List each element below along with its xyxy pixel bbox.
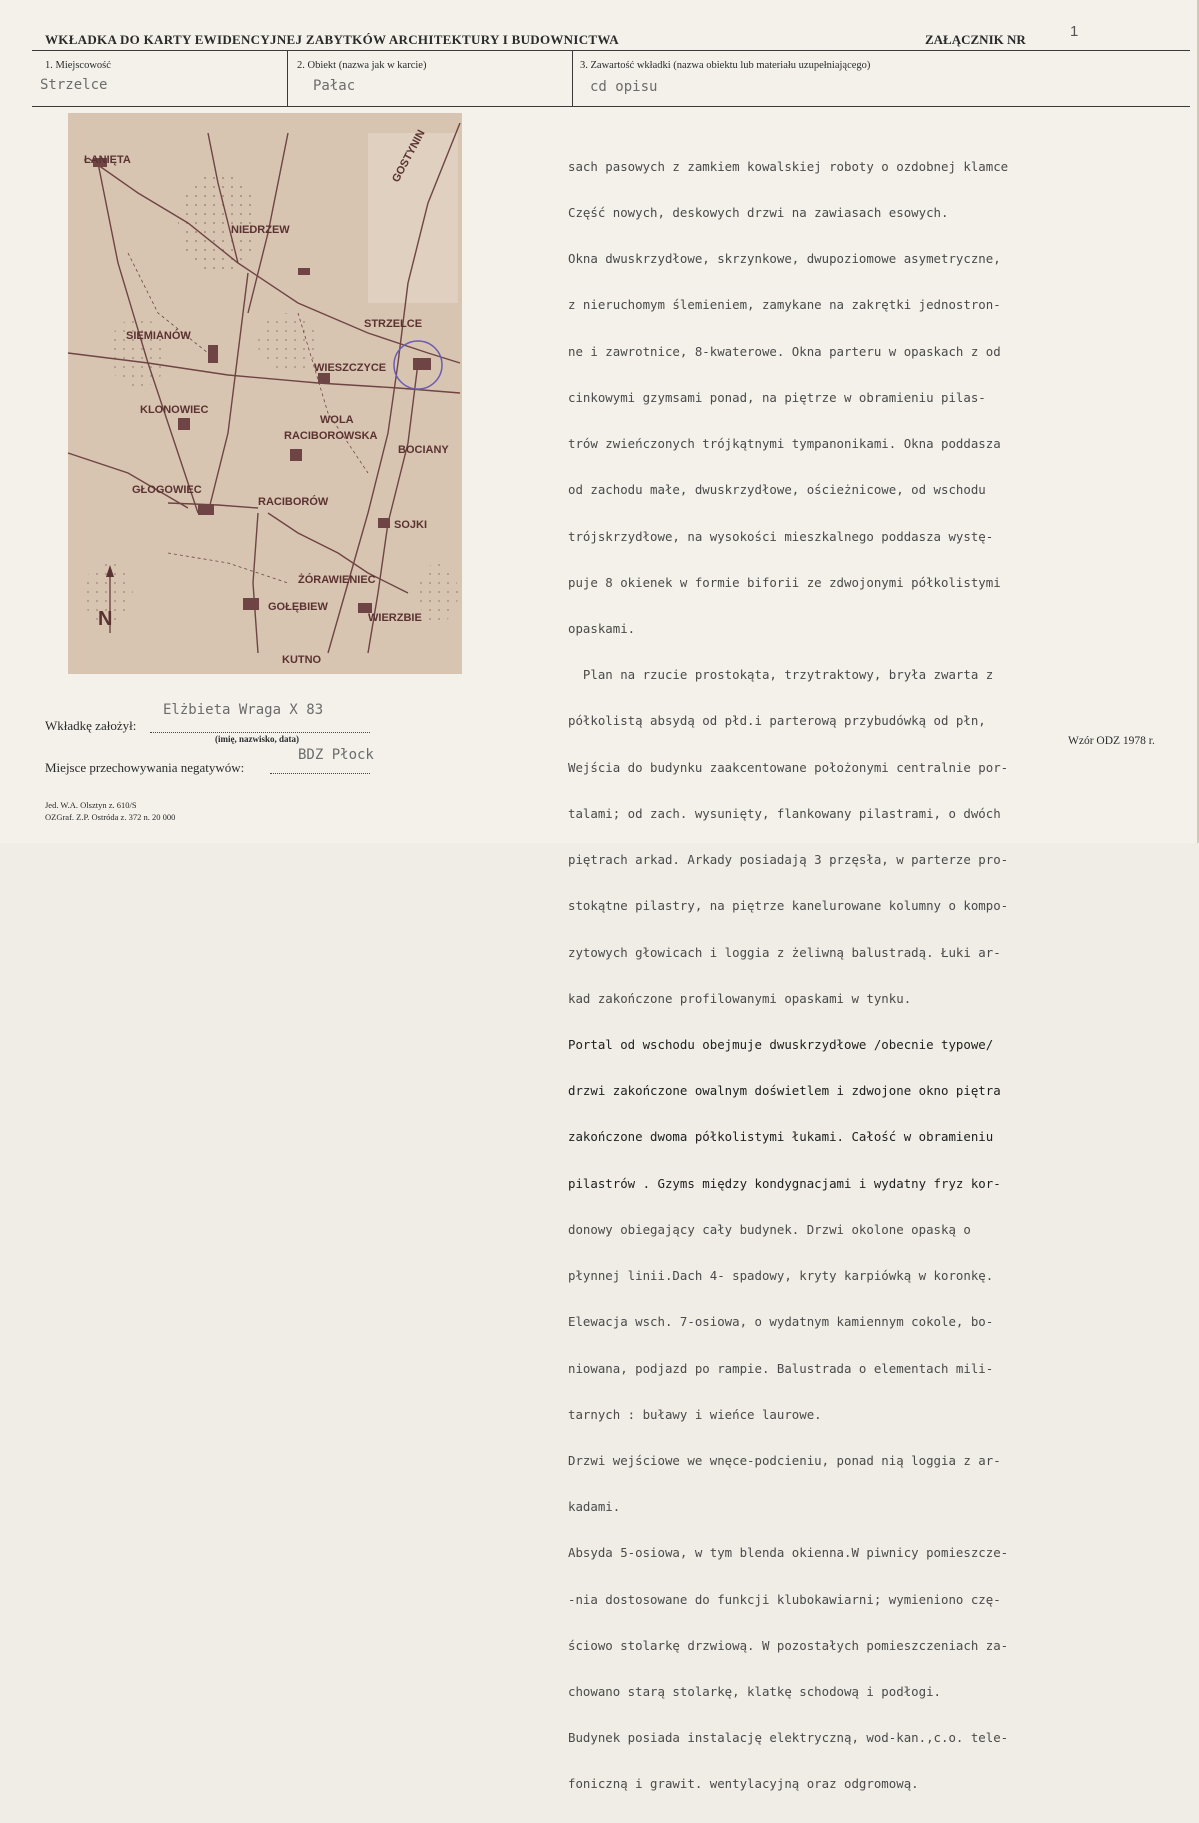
text-line: płynnej linii.Dach 4- spadowy, kryty karpiówką w koronkę. — [568, 1268, 994, 1284]
text-line: stokątne pilastry, na piętrze kanelurowane kolumny o kompo- — [568, 898, 1009, 914]
locality-value: Strzelce — [40, 77, 108, 93]
text-line: Wejścia do budynku zaakcentowane położonymi centralnie por- — [568, 759, 1009, 775]
map-place-label: ŻÓRAWIENIEC — [298, 574, 376, 586]
map-place-label: RACIBOROWSKA — [284, 430, 378, 442]
text-line: Portal od wschodu obejmuje dwuskrzydłowe /obecnie typowe/ — [568, 1036, 994, 1052]
text-line: Absyda 5-osiowa, w tym blenda okienna.W piwnicy pomieszcze- — [568, 1545, 1009, 1561]
text-line: zytowych głowicach i loggia z żeliwną balustradą. Łuki ar- — [568, 944, 1001, 960]
template-note: Wzór ODZ 1978 r. — [1068, 735, 1155, 747]
content-label: 3. Zawartość wkładki (nazwa obiektu lub materiału uzupełniającego) — [580, 60, 871, 71]
storage-value: BDZ Płock — [298, 747, 374, 763]
text-line: Część nowych, deskowych drzwi na zawiasach esowych. — [568, 205, 949, 221]
text-line: Drzwi wejściowe we wnęce-podcieniu, ponad nią loggia z ar- — [568, 1452, 1001, 1468]
description-text — [568, 128, 1188, 1823]
map-place-label: GŁOGOWIEC — [132, 484, 202, 496]
text-line: trów zwieńczonych trójkątnymi tympanonikami. Okna poddasza — [568, 436, 1001, 452]
text-line: donowy obiegający cały budynek. Drzwi okolone opaską o — [568, 1221, 971, 1237]
text-line: piętrach arkad. Arkady posiadają 3 przęsła, w parterze pro- — [568, 852, 1009, 868]
map-place-label: RACIBORÓW — [258, 496, 329, 508]
print-line-2: OZGraf. Z.P. Ostróda z. 372 n. 20 000 — [45, 812, 176, 822]
map-place-label: WOLA — [320, 414, 354, 426]
text-line: półkolistą absydą od płd.i parterową przybudówką od płn, — [568, 713, 986, 729]
object-value: Pałac — [313, 78, 356, 94]
text-line: talami; od zach. wysunięty, flankowany pilastrami, o dwóch — [568, 805, 1001, 821]
map-place-label: ŁANIĘTA — [84, 154, 131, 166]
storage-line — [270, 773, 370, 774]
map-place-label: BOCIANY — [398, 444, 449, 456]
map-drawing — [68, 113, 462, 674]
attachment-number: 1 — [1070, 23, 1079, 40]
text-line: Okna dwuskrzydłowe, skrzynkowe, dwupoziomowe asymetryczne, — [568, 251, 1001, 267]
header-rule — [32, 50, 1190, 51]
text-line: cinkowymi gzymsami ponad, na piętrze w obramieniu pilas- — [568, 389, 986, 405]
print-line-1: Jed. W.A. Olsztyn z. 610/S — [45, 800, 137, 810]
text-line: opaskami. — [568, 621, 636, 636]
north-label: N — [98, 608, 113, 630]
text-line: kadami. — [568, 1499, 621, 1515]
fields-rule — [32, 106, 1190, 107]
created-by-line — [150, 732, 370, 733]
storage-label: Miejsce przechowywania negatywów: — [45, 760, 245, 775]
text-line: Budynek posiada instalację elektryczną, wod-kan.,c.o. tele- — [568, 1730, 1009, 1746]
created-by-label: Wkładkę założył: — [45, 718, 137, 733]
text-line: -nia dostosowane do funkcji klubokawiarni; wymieniono czę- — [568, 1591, 1001, 1607]
text-line: pilastrów . Gzyms między kondygnacjami i wydatny fryz kor- — [568, 1175, 1001, 1191]
text-line: z nieruchomym ślemieniem, zamykane na zakrętki jednostron- — [568, 297, 1001, 313]
text-line: trójskrzydłowe, na wysokości mieszkalnego poddasza wystę- — [568, 528, 994, 544]
text-line: Elewacja wsch. 7-osiowa, o wydatnym kamiennym cokole, bo- — [568, 1314, 994, 1330]
map-place-label: WIESZCZYCE — [314, 362, 387, 374]
text-line: ne i zawrotnice, 8-kwaterowe. Okna parteru w opaskach z od — [568, 343, 1001, 359]
text-line: puje 8 okienek w formie biforii ze zdwojonymi półkolistymi — [568, 574, 1001, 590]
map-place-label: WIERZBIE — [368, 612, 422, 624]
map-photo — [68, 113, 462, 674]
map-place-label: SIEMIANÓW — [126, 330, 191, 342]
map-place-label: KLONOWIEC — [140, 404, 209, 416]
content-value: cd opisu — [590, 79, 658, 95]
text-line: tarnych : buławy i wieńce laurowe. — [568, 1406, 822, 1422]
text-line: foniczną i grawit. wentylacyjną oraz odgromową. — [568, 1776, 919, 1792]
text-line: niowana, podjazd po rampie. Balustrada o elementach mili- — [568, 1360, 994, 1376]
text-line: chowano starą stolarkę, klatkę schodową i podłogi. — [568, 1684, 941, 1700]
text-line: zakończone dwoma półkolistymi łukami. Całość w obramieniu — [568, 1129, 994, 1145]
map-place-label: NIEDRZEW — [231, 224, 290, 236]
text-line: od zachodu małe, dwuskrzydłowe, ościeżnicowe, od wschodu — [568, 482, 986, 498]
text-line: sach pasowych z zamkiem kowalskiej roboty o ozdobnej klamce — [568, 158, 1009, 174]
text-line: kad zakończone profilowanymi opaskami w tynku. — [568, 990, 912, 1006]
text-line: ściowo stolarkę drzwiową. W pozostałych pomieszczeniach za- — [568, 1637, 1009, 1653]
attachment-label: ZAŁĄCZNIK NR — [925, 32, 1026, 47]
created-by-value: Elżbieta Wraga X 83 — [163, 702, 324, 718]
map-place-label: KUTNO — [282, 654, 322, 666]
text-line: drzwi zakończone owalnym doświetlem i zdwojone okno piętra — [568, 1083, 1001, 1099]
map-place-label: GOSTYNIN — [390, 128, 428, 185]
created-by-hint: (imię, nazwisko, data) — [215, 734, 299, 744]
field-divider-2 — [572, 50, 573, 106]
field-divider-1 — [287, 50, 288, 106]
map-place-label: GOŁĘBIEW — [268, 601, 328, 613]
locality-label: 1. Miejscowość — [45, 60, 111, 71]
text-line: Plan na rzucie prostokąta, trzytraktowy, bryła zwarta z — [568, 667, 994, 683]
map-place-label: SOJKI — [394, 519, 428, 531]
object-label: 2. Obiekt (nazwa jak w karcie) — [297, 60, 427, 71]
map-place-label: STRZELCE — [364, 318, 423, 330]
card-title: WKŁADKA DO KARTY EWIDENCYJNEJ ZABYTKÓW ARCHITEKTURY I BUDOWNICTWA — [45, 32, 619, 47]
